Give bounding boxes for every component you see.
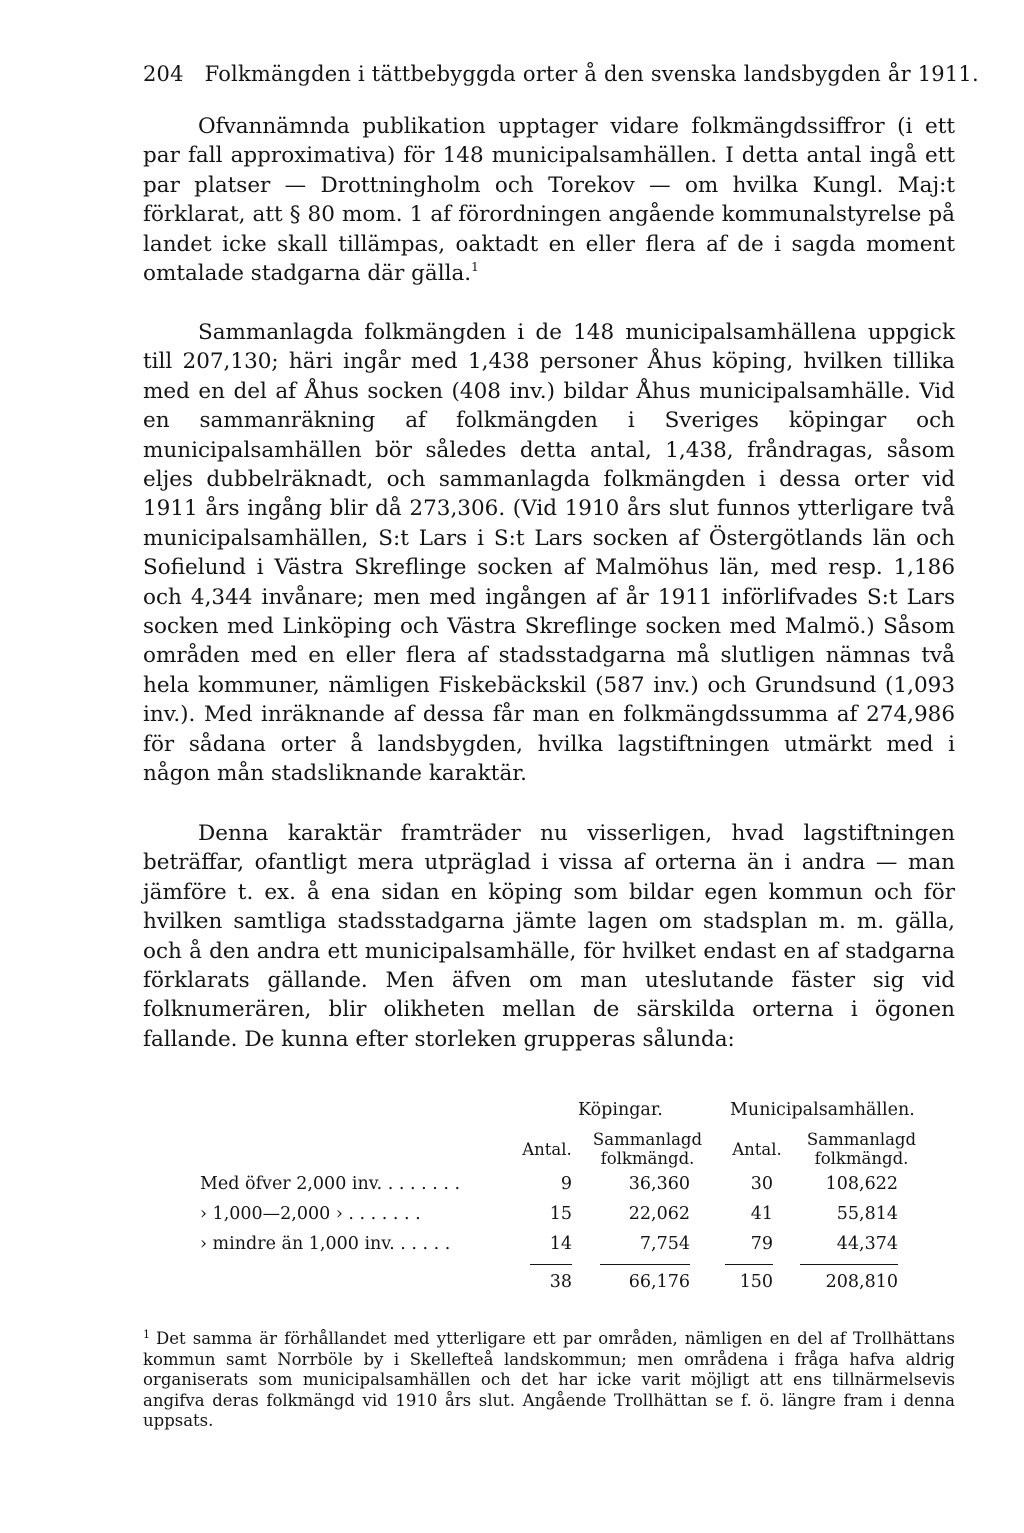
paragraph-3: [143, 819, 955, 1054]
total-koping-antal: 38: [549, 1272, 572, 1292]
running-title: Folkmängden i tättbebyggda orter å den svenska landsbygden år 1911.: [204, 62, 979, 86]
table-sub-headers: [200, 1128, 930, 1174]
header-antal-kopingar: Antal.: [522, 1140, 572, 1159]
footnote-mark: 1: [143, 1328, 150, 1341]
total-municipal-folkmangd: 208,810: [825, 1272, 898, 1292]
paragraph-3-text: Denna karaktär framträder nu visserligen, hvad lagstiftningen beträffar, ofantligt mera utpräglad i vissa af orterna än i andra — man jämföre t. ex. å ena sidan en köping som bildar egen kommun och för hvilken samtliga stadsstadgarna jämte lagen om stadsplan m. m. gälla, och å den andra ett municipalsamhälle, för hvilket endast en af stadgarna förklarats gällande. Men äfven om man uteslutande fäster sig vid folknumerären, blir olikheten mellan de särskilda orterna i ögonen fallande. De kunna efter storleken grupperas sålunda:: [143, 821, 955, 1052]
footnote-reference: 1: [471, 260, 479, 275]
municipal-antal: 41: [750, 1204, 773, 1224]
paragraph-2: [143, 318, 955, 789]
koping-folkmangd: 7,754: [639, 1234, 690, 1254]
sum-rule: [725, 1264, 773, 1265]
municipal-folkmangd: 55,814: [836, 1204, 898, 1224]
header-antal-municipal: Antal.: [732, 1140, 782, 1159]
header-folkmangd-line2: folkmängd.: [600, 1149, 695, 1168]
row-label: Med öfver 2,000 inv. . . . . . . .: [200, 1174, 461, 1194]
koping-antal: 15: [549, 1204, 572, 1224]
koping-folkmangd: 36,360: [628, 1174, 690, 1194]
municipal-antal: 79: [750, 1234, 773, 1254]
paragraph-1: [143, 112, 955, 288]
table-group-headers: [200, 1100, 930, 1128]
header-sammanlagd-kopingar: [590, 1130, 705, 1168]
sum-rule: [600, 1264, 690, 1265]
row-label: › 1,000—2,000 › . . . . . . .: [200, 1204, 421, 1224]
population-table: [200, 1100, 930, 1300]
group-header-municipalsamhallen: Municipalsamhällen.: [730, 1100, 915, 1120]
footnote: [143, 1325, 955, 1432]
municipal-folkmangd: 108,622: [825, 1174, 898, 1194]
table-row: [200, 1234, 930, 1264]
header-folkmangd-line2: folkmängd.: [814, 1149, 909, 1168]
sum-rule: [800, 1264, 898, 1265]
table-row: [200, 1174, 930, 1204]
header-sammanlagd-line1: Sammanlagd: [806, 1130, 917, 1149]
koping-folkmangd: 22,062: [628, 1204, 690, 1224]
sum-rule: [530, 1264, 572, 1265]
paragraph-1-text: Ofvannämnda publikation upptager vidare folkmängdssiffror (i ett par fall approximativa) för 148 municipalsamhällen. I detta antal ingå ett par platser — Drottningholm och Torekov — om hvilka Kungl. Maj:t förklarat, att § 80 mom. 1 af förordningen angående kommunalstyrelse på landet icke skall tillämpas, oaktadt en eller flera af de i sagda moment omtalade stadgarna där gälla.: [143, 114, 955, 287]
page-number: 204: [143, 62, 184, 86]
paragraph-2-text: Sammanlagda folkmängden i de 148 municipalsamhällena uppgick till 207,130; häri ingår med 1,438 personer Åhus köping, hvilken tillika med en del af Åhus socken (408 inv.) bildar Åhus municipalsamhälle. Vid en sammanräkning af folkmängden i Sveriges köpingar och municipalsamhällen bör således detta antal, 1,438, fråndragas, såsom eljes dubbelräknadt, och sammanlagda folkmängden i dessa orter vid 1911 års ingång blir då 273,306. (Vid 1910 års slut funnos ytterligare två municipalsamhällen, S:t Lars i S:t Lars socken af Östergötlands län och Sofielund i Västra Skreflinge socken af Malmöhus län, med resp. 1,186 och 4,344 invånare; men med ingången af år 1911 införlifvades S:t Lars socken med Linköping och Västra Skreflinge socken med Malmö.) Såsom områden med en eller flera af stadsstadgarna må slutligen nämnas två hela kommuner, nämligen Fiskebäckskil (587 inv.) och Grundsund (1,093 inv.). Med inräknande af dessa får man en folkmängdssumma af 274,986 för sådana orter å landsbygden, hvilka lagstiftningen utmärkt med i någon mån stadsliknande karaktär.: [143, 320, 955, 787]
municipal-folkmangd: 44,374: [836, 1234, 898, 1254]
koping-antal: 14: [549, 1234, 572, 1254]
table-row: [200, 1204, 930, 1234]
header-sammanlagd-line1: Sammanlagd: [592, 1130, 703, 1149]
row-label: › mindre än 1,000 inv. . . . . .: [200, 1234, 451, 1254]
total-koping-folkmangd: 66,176: [628, 1272, 690, 1292]
group-header-kopingar: Köpingar.: [578, 1100, 663, 1120]
running-header: [143, 62, 979, 86]
municipal-antal: 30: [750, 1174, 773, 1194]
header-sammanlagd-municipal: [804, 1130, 919, 1168]
total-municipal-antal: 150: [739, 1272, 773, 1292]
table-total-row: [200, 1264, 930, 1300]
koping-antal: 9: [560, 1174, 572, 1194]
footnote-text: Det samma är förhållandet med ytterligare ett par områden, nämligen en del af Trollhättans kommun samt Norrböle by i Skellefteå landskommun; men områdena i fråga hafva aldrig organiserats som municipalsamhällen och det har icke varit möjligt att ens tillnärmelsevis angifva deras folkmängd vid 1910 års slut. Angående Trollhättan se f. ö. längre fram i denna uppsats.: [143, 1329, 955, 1430]
